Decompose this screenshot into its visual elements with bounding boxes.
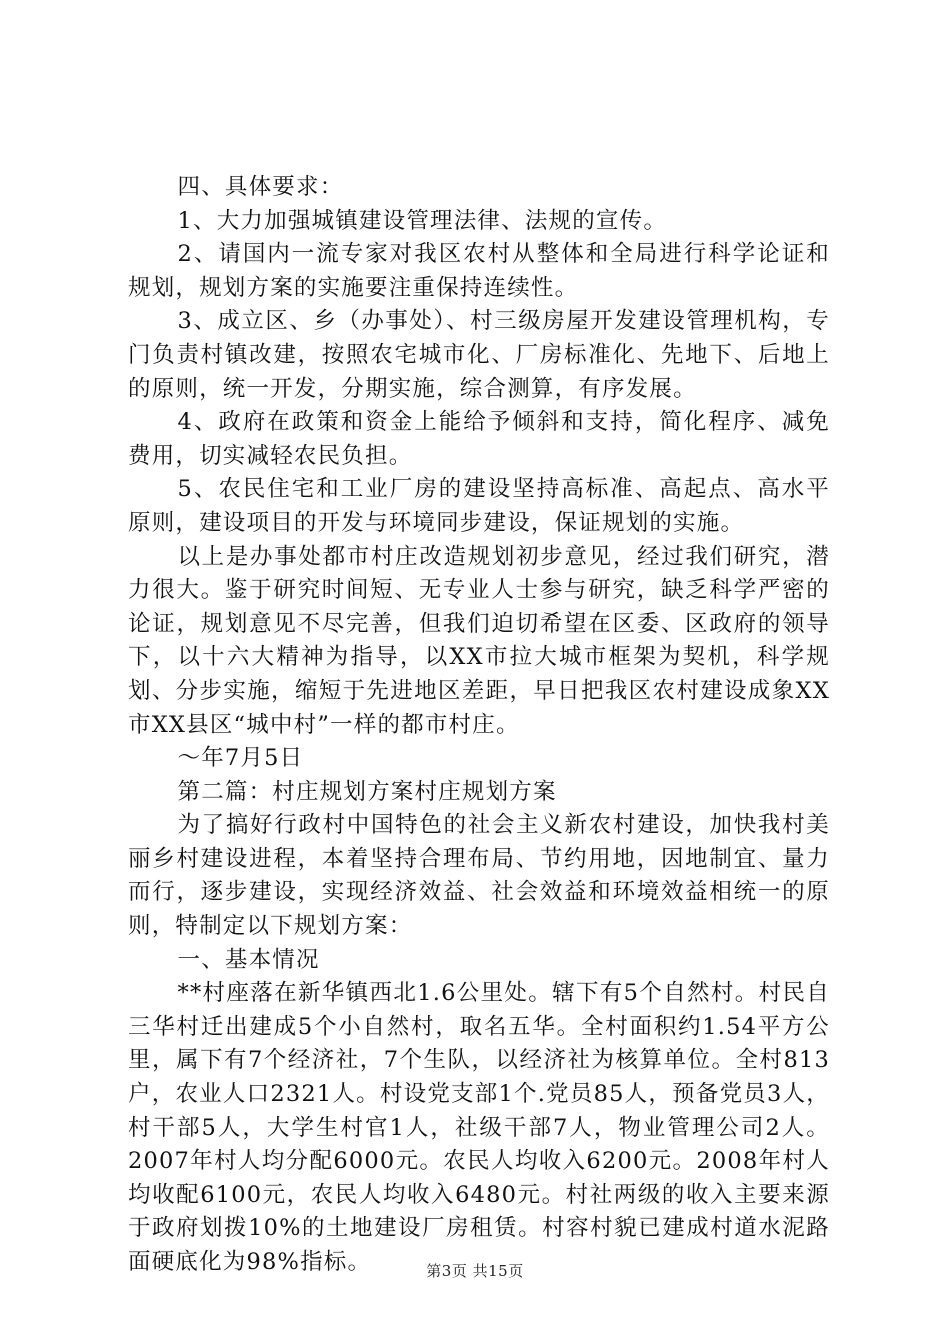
paragraph: 以上是办事处都市村庄改造规划初步意见，经过我们研究，潜力很大。鉴于研究时间短、无专业人士参与研究，缺乏科学严密的论证，规划意见不尽完善，但我们迫切希望在区委、区政府的领导下，以十六大精神为指导，以XX市拉大城市框架为契机，科学规划、分步实施，缩短于先进地区差距，早日把我区农村建设成象XX市XX县区“城中村”一样的都市村庄。 [128,543,830,738]
date-line: ～年7月5日 [177,745,304,772]
paragraph: 5、农民住宅和工业厂房的建设坚持高标准、高起点、高水平原则，建设项目的开发与环境同步建设，保证规划的实施。 [128,476,830,536]
section-heading: 一、基本情况 [177,946,320,973]
section-heading: 第二篇：村庄规划方案村庄规划方案 [177,778,557,805]
body-text [128,171,830,1280]
paragraph: 3、成立区、乡（办事处）、村三级房屋开发建设管理机构，专门负责村镇改建，按照农宅城市化、厂房标准化、先地下、后地上的原则，统一开发，分期实施，综合测算，有序发展。 [128,308,830,402]
paragraph: 为了搞好行政村中国特色的社会主义新农村建设，加快我村美丽乡村建设进程，本着坚持合理布局、节约用地，因地制宜、量力而行，逐步建设，实现经济效益、社会效益和环境效益相统一的原则，特制定以下规划方案： [128,812,830,940]
paragraph: 2、请国内一流专家对我区农村从整体和全局进行科学论证和规划，规划方案的实施要注重保持连续性。 [128,241,830,301]
paragraph: 1、大力加强城镇建设管理法律、法规的宣传。 [177,207,668,234]
paragraph: 4、政府在政策和资金上能给予倾斜和支持，简化程序、减免费用，切实减轻农民负担。 [128,409,830,469]
paragraph: **村座落在新华镇西北1.6公里处。辖下有5个自然村。村民自三华村迁出建成5个小自然村，取名五华。全村面积约1.54平方公里，属下有7个经济社，7个生队，以经济社为核算单位。全村813户，农业人口2321人。村设党支部1个.党员85人，预备党员3人，村干部5人，大学生村官1人，社级干部7人，物业管理公司2人。2007年村人均分配6000元。农民人均收入6200元。2008年村人均收配6100元，农民人均收入6480元。村社两级的收入主要来源于政府划拨10%的土地建设厂房租赁。村容村貌已建成村道水泥路面硬底化为98%指标。 [128,980,830,1275]
page-footer: 第3页 共15页 [426,1262,524,1280]
paragraph: 四、具体要求： [177,174,344,200]
